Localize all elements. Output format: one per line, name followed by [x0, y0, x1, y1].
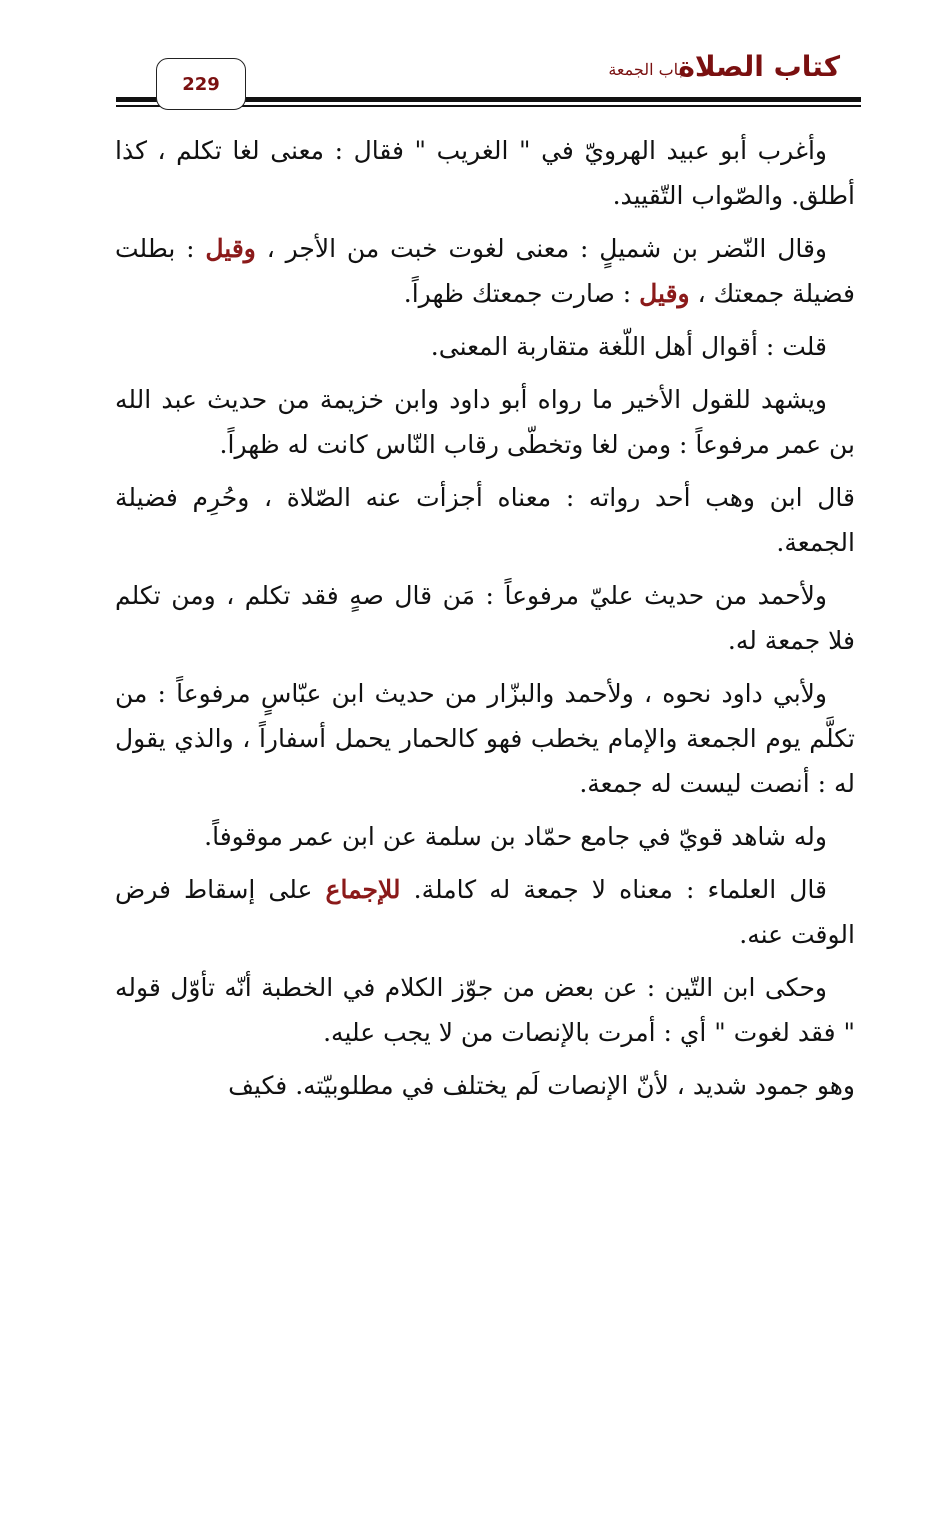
chapter-title: باب الجمعة — [608, 60, 683, 79]
paragraph-8: وله شاهد قويّ في جامع حمّاد بن سلمة عن ابن عمر موقوفاً. — [204, 822, 827, 851]
highlight-ijma: للإجماع — [325, 875, 401, 904]
paragraph-11: وهو جمود شديد ، لأنّ الإنصات لَم يختلف في مطلوبيّته. فكيف — [228, 1071, 855, 1100]
paragraph-7: ولأبي داود نحوه ، ولأحمد والبزّار من حديث ابن عبّاسٍ مرفوعاً : من تكلَّم يوم الجمعة والإمام يخطب فهو كالحمار يحمل أسفاراً ، والذي يقول له : أنصت ليست له جمعة. — [115, 679, 855, 798]
book-title: كتاب الصلاة — [678, 50, 840, 83]
page-number: 229 — [182, 73, 220, 95]
paragraph-9-text-a: قال العلماء : معناه لا جمعة له كاملة. — [400, 875, 827, 904]
paragraph-1: وأغرب أبو عبيد الهرويّ في " الغريب " فقال : معنى لغا تكلم ، كذا أطلق. والصّواب التّقييد. — [115, 136, 855, 210]
page-header — [0, 0, 945, 120]
page-number-box — [156, 58, 246, 110]
paragraph-2-text-a: وقال النّضر بن شميلٍ : معنى لغوت خبت من الأجر ، — [255, 234, 827, 263]
paragraph-2-text-c: : صارت جمعتك ظهراً. — [403, 279, 640, 308]
paragraph-10: وحكى ابن التّين : عن بعض من جوّز الكلام في الخطبة أنّه تأوّل قوله " فقد لغوت " أي : أمرت بالإنصات من لا يجب عليه. — [115, 973, 855, 1047]
paragraph-2 — [115, 226, 855, 316]
paragraph-5: قال ابن وهب أحد رواته : معناه أجزأت عنه الصّلاة ، وحُرِم فضيلة الجمعة. — [115, 483, 855, 557]
paragraph-4: ويشهد للقول الأخير ما رواه أبو داود وابن خزيمة من حديث عبد الله بن عمر مرفوعاً : ومن لغا وتخطّى رقاب النّاس كانت له ظهراً. — [115, 385, 855, 459]
paragraph-6: ولأحمد من حديث عليّ مرفوعاً : مَن قال صهٍ فقد تكلم ، ومن تكلم فلا جمعة له. — [115, 581, 855, 655]
paragraph-9 — [115, 867, 855, 957]
highlight-qil-1: وقيل — [205, 234, 256, 263]
paragraph-2-text-b: : بطلت فضيلة جمعتك ، — [115, 234, 855, 308]
paragraph-3: قلت : أقوال أهل اللّغة متقاربة المعنى. — [430, 332, 827, 361]
page-body — [115, 128, 855, 1116]
highlight-qil-2: وقيل — [639, 279, 690, 308]
paragraph-9-text-b: على إسقاط فرض الوقت عنه. — [115, 875, 855, 949]
